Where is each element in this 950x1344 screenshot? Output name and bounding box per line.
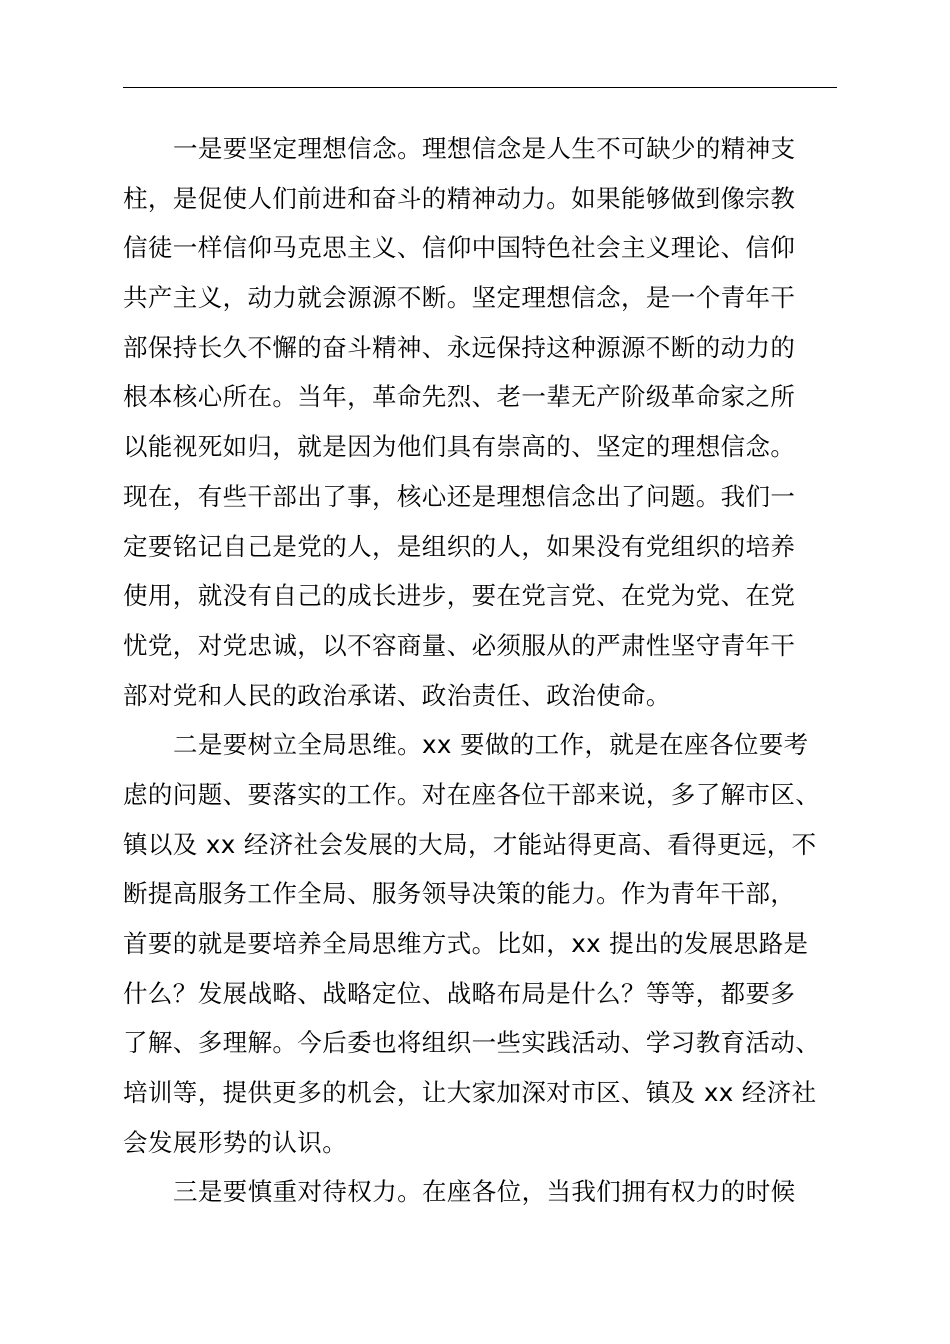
paragraph-line: 部保持长久不懈的奋斗精神、永远保持这种源源不断的动力的 <box>123 332 796 362</box>
paragraph-line: 首要的就是要培养全局思维方式。比如，xx 提出的发展思路是 <box>123 929 809 958</box>
paragraph-line: 根本核心所在。当年，革命先烈、老一辈无产阶级革命家之所 <box>123 382 796 412</box>
paragraph-ideals <box>123 124 843 720</box>
paragraph-line: 忧党，对党忠诚，以不容商量、必须服从的严肃性坚守青年干 <box>123 630 796 660</box>
paragraph-line: 镇以及 xx 经济社会发展的大局，才能站得更高、看得更远，不 <box>123 829 817 859</box>
paragraph-line: 培训等，提供更多的机会，让大家加深对市区、镇及 xx 经济社 <box>123 1078 817 1108</box>
header-rule <box>123 87 837 88</box>
paragraph-line: 部对党和人民的政治承诺、政治责任、政治使命。 <box>123 680 671 710</box>
paragraph-line: 共产主义，动力就会源源不断。坚定理想信念，是一个青年干 <box>123 283 796 313</box>
paragraph-overall-thinking <box>123 720 843 1167</box>
paragraph-line: 断提高服务工作全局、服务领导决策的能力。作为青年干部， <box>123 879 796 909</box>
paragraph-line: 了解、多理解。今后委也将组织一些实践活动、学习教育活动、 <box>123 1028 821 1058</box>
paragraph-line: 信徒一样信仰马克思主义、信仰中国特色社会主义理论、信仰 <box>123 233 796 263</box>
paragraph-line: 柱，是促使人们前进和奋斗的精神动力。如果能够做到像宗教 <box>123 183 796 213</box>
paragraph-line: 使用，就没有自己的成长进步，要在党言党、在党为党、在党 <box>123 581 796 611</box>
paragraph-line: 什么？发展战略、战略定位、战略布局是什么？等等，都要多 <box>123 978 796 1008</box>
paragraph-line: 三是要慎重对待权力。在座各位，当我们拥有权力的时候 <box>173 1177 796 1207</box>
paragraph-line: 虑的问题、要落实的工作。对在座各位干部来说，多了解市区、 <box>123 779 821 809</box>
paragraph-power <box>123 1167 843 1217</box>
paragraph-line: 一是要坚定理想信念。理想信念是人生不可缺少的精神支 <box>173 134 796 163</box>
paragraph-line: 定要铭记自己是党的人，是组织的人，如果没有党组织的培养 <box>123 531 796 561</box>
paragraph-line: 二是要树立全局思维。xx 要做的工作，就是在座各位要考 <box>173 730 809 760</box>
paragraph-line: 现在，有些干部出了事，核心还是理想信念出了问题。我们一 <box>123 481 796 511</box>
paragraph-line: 以能视死如归，就是因为他们具有崇高的、坚定的理想信念。 <box>123 432 796 462</box>
paragraph-line: 会发展形势的认识。 <box>123 1127 348 1157</box>
document-body <box>123 124 843 1217</box>
